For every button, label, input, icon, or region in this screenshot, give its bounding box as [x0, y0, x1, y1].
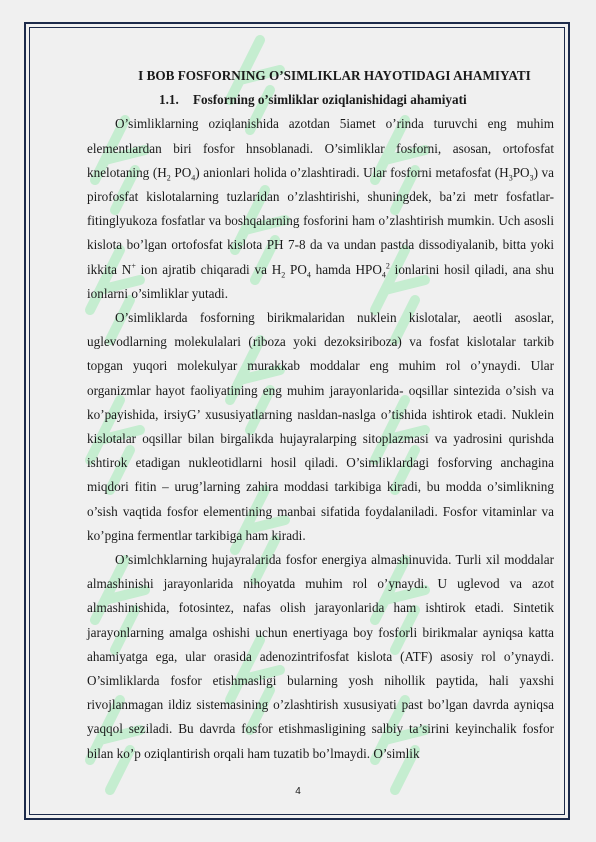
p1-sub: 3 — [508, 173, 513, 183]
p1-text-e: ion ajratib chiqaradi va H — [135, 261, 282, 277]
p1-sub: 4 — [306, 270, 311, 280]
document-body — [87, 64, 554, 766]
section-title: Fosforning o’simliklar oziqlanishidagi ahamiyati — [193, 92, 467, 108]
p1-sub: 3 — [529, 173, 534, 183]
p1-text-g: hamda HPO — [310, 261, 382, 277]
p1-text-f: PO — [285, 261, 307, 277]
p1-text-c: ) anionlari holida o’zlashtiradi. Ular fosforni metafosfat (H — [195, 164, 509, 180]
p1-text-h: ionlarini hosil qiladi, ana shu ionlarni o’simliklar yutadi. — [87, 261, 554, 301]
paragraph-2: O’simliklarda fosforning birikmalaridan nuklein kislotalar, aeotli asoslar, uglevodlarning molekulalari (riboza yoki dezoksiriboza) va fosfat kislotalar tarkib topgan yuqori molekulyar murakkab moddalar eng muhim rol o’ynaydi. Ular organizmlar hayot faoliyatining eng muhim jarayonlarida- oqsillar sintezida o’sish va ko’payishida, irsiyG’ xususiyatlarning nasldan-naslga o’tishida ishtirok etadi. Nuklein kislotalar oqsillar bilan birgalikda hujayralarping sitoplazmasi va yadrosini qurishda ishtirok etadigan nukleotidlarni hosil qiladi. O’simliklardagi fosforving anchagina miqdori fitin – urug’larning zahira moddasi tarkibiga kiradi, bu modda o’simlikning o’sish vaqtida fosfor elementining manbai sifatida foydalaniladi. Fosfor vitaminlar va ko’pgina fermentlar tarkibiga ham kiradi. — [87, 310, 554, 543]
p1-text-c2: PO — [512, 164, 530, 180]
p1-sub: 4 — [381, 270, 386, 280]
p1-text-d: ) va pirofosfat kislotalarning tuzlaridan o’zlashtirishi, shuningdek, ba’zi metr fosfatlar-fitinglyukoza fosfatlar va boshqalarning fosforini ham o’zlashtirish mumkin. Uch asosli kislota bo’lgan ortofosfat kislota PH 7-8 da va undan pastda dissodiyalanib, bitta yoki ikkita N — [87, 164, 555, 277]
p1-sup: 2 — [385, 261, 390, 271]
paragraph-1 — [87, 112, 554, 306]
p1-text-b: PO — [170, 164, 192, 180]
paragraph-3: O’simlchklarning hujayralarida fosfor energiya almashinuvida. Turli xil moddalar almashinishi jarayonlarida nihoyatda muhim rol o’ynaydi. U uglevod va azot almashinishida, fotosintez, nafas olish jarayonlarida ham ishtirok etadi. Sintetik jarayonlarning amalga oshishi uchun enertiyaga boy fosforli birikmalar ayniqsa katta ahamiyatga ega, ular orasida adenozintrifosfat kislota (ATF) asosiy rol o’ynaydi. O’simliklarda fosfor etishmasligi bularning yosh nihollik paytida, hali yaxshi rivojlanmagan ildiz sistemasining o’zlashtirish xususiyati past bo’lgan davrda ayniqsa yaqqol seziladi. Bu davrda fosfor etishmasligining salbiy ta’sirini keyinchalik fosfor bilan ko’p oziqlantirish orqali ham tuzatib bo’lmaydi. O’simlik — [87, 552, 554, 761]
section-heading — [159, 88, 554, 112]
p1-text-a: O’simliklarning oziqlanishida azotdan 5iamet o’rinda turuvchi eng muhim elementlardan biri fosfor hnsoblanadi. O’simliklar fosforni, asosan, ortofosfat knelotaning (H — [87, 116, 554, 180]
p1-sub: 4 — [191, 173, 196, 183]
section-number: 1.1. — [159, 92, 179, 108]
page-number: 4 — [295, 786, 301, 797]
chapter-title: I BOB FOSFORNING O’SIMLIKLAR HAYOTIDAGI AHAMIYATI — [138, 68, 531, 83]
p1-sub: 2 — [166, 173, 171, 183]
p1-sub: 2 — [281, 270, 286, 280]
p1-sup: + — [131, 261, 136, 271]
